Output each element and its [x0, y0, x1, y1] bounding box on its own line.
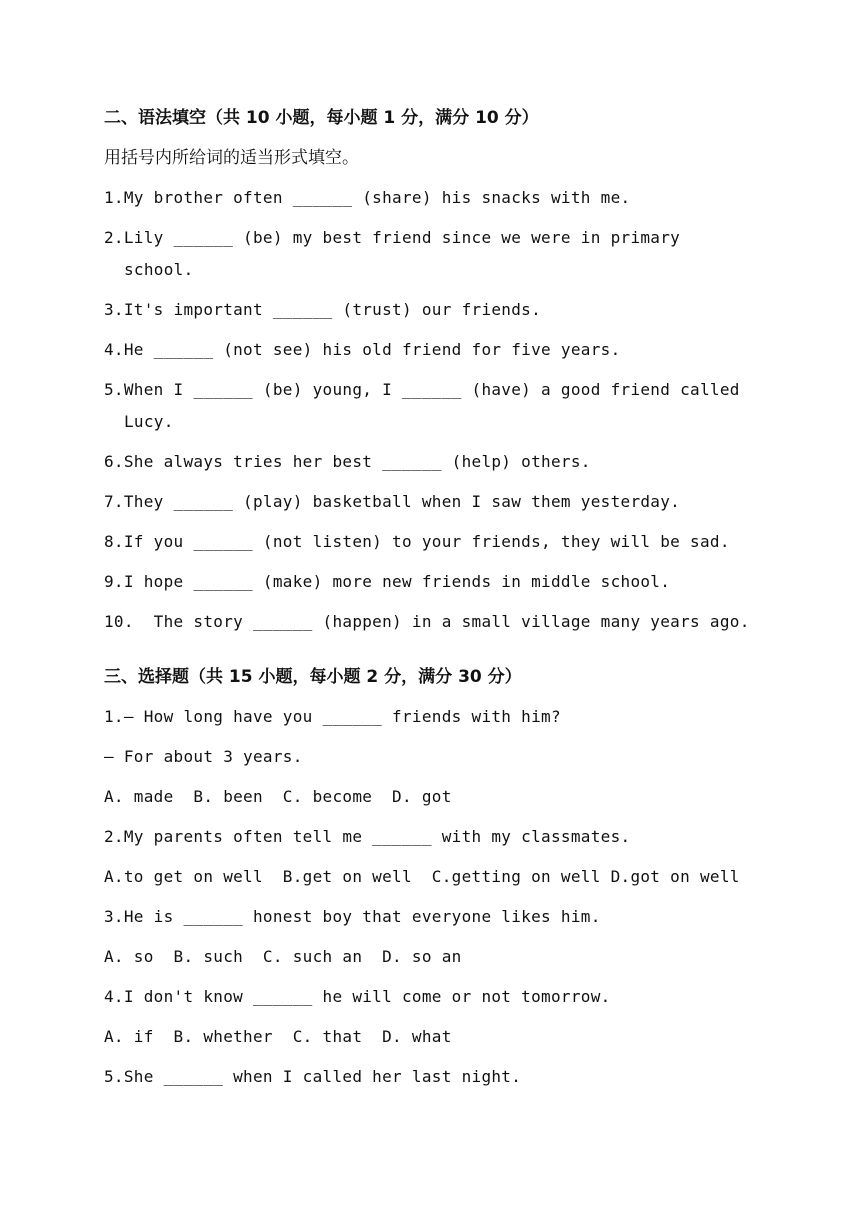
grammar-question-3: 3.It's important ______ (trust) our friends. — [104, 300, 542, 319]
grammar-question-9: 9.I hope ______ (make) more new friends in middle school. — [104, 572, 671, 591]
choice-question-4-options: A. if B. whether C. that D. what — [104, 1027, 452, 1046]
choice-question-1-answer: — For about 3 years. — [104, 747, 303, 766]
choice-question-5: 5.She ______ when I called her last night. — [104, 1067, 522, 1086]
choice-question-4: 4.I don't know ______ he will come or not tomorrow. — [104, 987, 611, 1006]
section-2-title: 二、语法填空（共 10 小题，每小题 1 分，满分 10 分） — [104, 108, 539, 128]
choice-question-1: 1.— How long have you ______ friends with him? — [104, 707, 561, 726]
grammar-question-10: 10. The story ______ (happen) in a small village many years ago. — [104, 612, 750, 631]
grammar-question-4: 4.He ______ (not see) his old friend for five years. — [104, 340, 621, 359]
grammar-question-6: 6.She always tries her best ______ (help) others. — [104, 452, 591, 471]
section-3-title: 三、选择题（共 15 小题，每小题 2 分，满分 30 分） — [104, 667, 522, 687]
grammar-question-7: 7.They ______ (play) basketball when I saw them yesterday. — [104, 492, 681, 511]
choice-question-1-options: A. made B. been C. become D. got — [104, 787, 452, 806]
grammar-question-1: 1.My brother often ______ (share) his snacks with me. — [104, 188, 631, 207]
grammar-question-5: 5.When I ______ (be) young, I ______ (have) a good friend called — [104, 380, 740, 399]
choice-question-3-options: A. so B. such C. such an D. so an — [104, 947, 462, 966]
section-2-instruction: 用括号内所给词的适当形式填空。 — [104, 148, 359, 168]
grammar-question-5-continued: Lucy. — [124, 412, 174, 431]
choice-question-2-options: A.to get on well B.get on well C.getting on well D.got on well — [104, 867, 740, 886]
choice-question-2: 2.My parents often tell me ______ with my classmates. — [104, 827, 631, 846]
choice-question-3: 3.He is ______ honest boy that everyone likes him. — [104, 907, 601, 926]
grammar-question-2: 2.Lily ______ (be) my best friend since we were in primary — [104, 228, 681, 247]
grammar-question-8: 8.If you ______ (not listen) to your friends, they will be sad. — [104, 532, 730, 551]
grammar-question-2-continued: school. — [124, 260, 194, 279]
